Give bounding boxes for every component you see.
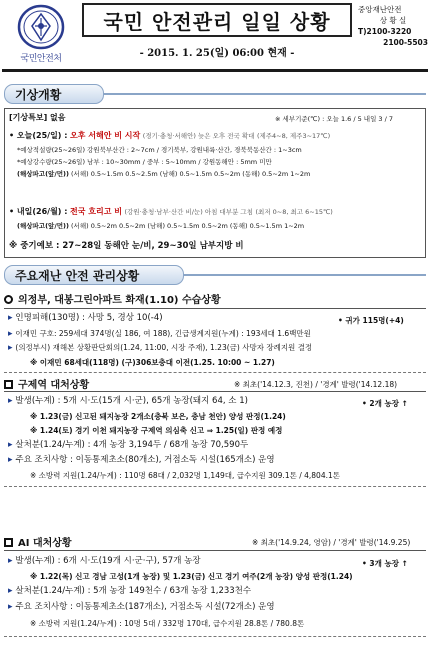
fmd-meta: ※ 최초('14.12.3, 진천) / '경계' 발령('14.12.18) [234, 380, 398, 389]
fire-casualties [8, 313, 163, 324]
midterm-forecast: ※ 중기예보 : 27~28일 동해안 눈/비, 29~30일 남부지방 비 [9, 241, 244, 251]
fmd-divider [4, 391, 426, 392]
weather-section-header [4, 84, 104, 104]
today-detail: (경기·충청·서해안) 늦은 오후 전국 확대 [142, 132, 255, 140]
today-wave-values: (서해) 0.5~1.5m 0.5~2.5m (남해) 0.5~1.5m 0.5~2m (동해) 0.5~2m 1~2m [71, 170, 311, 178]
fmd-title-text: 구제역 대처상황 [18, 380, 90, 391]
logo-text: 국민안전처 [20, 54, 62, 64]
tomorrow-forecast [9, 207, 333, 217]
fmd-outbreak [8, 396, 248, 407]
dept-phone-1: T)2100-3220 [358, 27, 412, 36]
ai-fire-support: ※ 소방력 지원(1.24/누계) : 10명 5대 / 332명 170대, 급수지원 28.8톤 / 780.8톤 [30, 619, 305, 628]
header-divider [2, 69, 428, 72]
ai-note: ※ 1.22(목) 신고 경남 고성(1개 농장) 및 1.23(금) 신고 경기 여주(2개 농장) 양성 판정(1.24) [30, 572, 353, 581]
ai-increase: • 3개 농장 ↑ [362, 559, 408, 568]
ai-outbreak [8, 556, 201, 567]
today-forecast [9, 131, 330, 141]
fire-relief-text: 이재민 구호: 259세대 374명(실 186, 여 188), 긴급생계지원(누계) : 193세대 1.6백만원 [15, 329, 311, 338]
weather-header-line [104, 93, 426, 95]
today-rain: *예상강수량(25~26일) 남부 : 10~30mm / 중부 : 5~10mm / 강원동해안 : 5mm 미만 [17, 158, 272, 166]
ai-meta: ※ 최초('14.9.24, 영암) / '경계' 발령('14.9.25) [252, 538, 411, 547]
tomorrow-wave [17, 221, 304, 231]
ai-measures-text: 주요 조치사항 : 이동통제초소(187개소), 거점소독 시설(72개소) 운영 [15, 602, 275, 612]
disaster-header-line [184, 274, 426, 276]
triangle-bullet-icon: ▸ [8, 313, 16, 323]
fire-end-divider [4, 372, 426, 373]
fmd-note-1: ※ 1.23(금) 신고된 돼지농장 2개소(충북 보은, 충남 천안) 양성 판정(1.24) [30, 412, 286, 421]
fmd-note-2: ※ 1.24(토) 경기 이천 돼지농장 구제역 의심축 신고 ⇒ 1.25(일) 판정 예정 [30, 426, 283, 435]
square-bullet-icon [4, 380, 13, 389]
fmd-outbreak-text: 발생(누계) : 5개 시·도(15개 시·군), 65개 농장(돼지 64, 소 1) [15, 396, 248, 406]
ai-culling [8, 586, 251, 597]
ai-title-text: AI 대처상황 [18, 538, 72, 549]
fmd-fire-support: ※ 소방력 지원(1.24/누계) : 110명 68대 / 2,032명 1,149대, 급수지원 309.1톤 / 4,804.1톤 [30, 471, 340, 480]
tomorrow-detail-2: (최저 0~8, 최고 6~15℃) [255, 208, 333, 216]
emblem-icon [16, 4, 66, 50]
fire-title-text: 의정부, 대봉그린아파트 화재(1.10) 수습상황 [18, 295, 221, 306]
ai-end-divider [4, 636, 426, 637]
tomorrow-bullet: • [9, 207, 17, 216]
fire-relocation: ※ 이재민 68세대(118명) (구)306보충대 이전(1.25. 10:00 ~ 1.27) [30, 358, 275, 367]
dept-name: 중앙재난안전 [358, 5, 402, 14]
triangle-bullet-icon: ▸ [8, 343, 16, 353]
triangle-bullet-icon: ▸ [8, 440, 16, 450]
dept-phone-2: 2100-5503 [383, 38, 428, 47]
today-detail-2: (제주4~8, 제주3~17℃) [256, 132, 331, 140]
disaster-section-header [4, 265, 184, 285]
tomorrow-wave-values: (서해) 0.5~2m 0.5~2m (남해) 0.5~1.5m 0.5~2m (동해) 0.5~1.5m 1~2m [71, 222, 305, 230]
fmd-title [4, 376, 89, 391]
ai-measures [8, 602, 275, 613]
triangle-bullet-icon: ▸ [8, 602, 16, 612]
fire-city-action [8, 342, 312, 354]
square-bullet-icon [4, 538, 13, 547]
today-wave-label: (해상파고(앞/먼)) [17, 170, 69, 178]
fire-relief [8, 328, 311, 340]
report-title-box [82, 3, 352, 37]
ai-culling-text: 살처분(1.24/누계) : 5개 농장 149천수 / 63개 농장 1,233천수 [15, 586, 252, 596]
weather-section-title: 기상개황 [15, 87, 62, 102]
fmd-end-divider [4, 486, 426, 487]
tomorrow-main: 전국 흐리고 비 [70, 207, 122, 216]
today-main: 오후 서해안 비 시작 [70, 131, 141, 140]
circle-bullet-icon [4, 295, 13, 304]
triangle-bullet-icon: ▸ [8, 455, 16, 465]
weather-legend: ※ 세부기준(℃) : 오늘 1.6 / 5 내일 3 / 7 [275, 115, 394, 123]
department-info [358, 4, 428, 48]
report-header [0, 0, 430, 70]
dept-office: 상 황 실 [379, 16, 407, 25]
triangle-bullet-icon: ▸ [8, 396, 16, 406]
fmd-culling [8, 440, 248, 451]
today-label: 오늘(25/일) : [16, 131, 68, 140]
tomorrow-label: 내일(26/월) : [16, 207, 68, 216]
disaster-section-title: 주요재난 안전 관리상황 [15, 268, 140, 283]
report-title: 국민 안전관리 일일 상황 [103, 9, 331, 34]
weather-special: [기상특보] 없음 [9, 113, 66, 122]
fmd-measures-text: 주요 조치사항 : 이동통제초소(80개소), 거점소독 시설(165개소) 운영 [15, 455, 275, 465]
fire-city-action-text: (의정부시) 재해본 상황판단회의(1.24, 11:00, 시장 주재), 1.23(금) 사망자 장례지원 결정 [15, 343, 313, 352]
ai-title [4, 534, 72, 549]
triangle-bullet-icon: ▸ [8, 329, 16, 339]
tomorrow-detail: (강원·충청·남부·산간 비/눈) 아침 대부분 그침 [124, 208, 253, 216]
weather-box [4, 108, 426, 258]
report-date: - 2015. 1. 25(일) 06:00 현재 - [139, 48, 295, 59]
today-wave [17, 169, 310, 179]
today-snow: *예상적설량(25~26일) 강원북부산간 : 2~7cm / 경기북부, 강원내륙·산간, 경북북동산간 : 1~3cm [17, 146, 302, 154]
ai-divider [4, 550, 426, 551]
fmd-measures [8, 455, 275, 466]
today-bullet: • [9, 131, 17, 140]
tomorrow-wave-label: (해상파고(앞/먼)) [17, 222, 69, 230]
triangle-bullet-icon: ▸ [8, 556, 16, 566]
ai-outbreak-text: 발생(누계) : 6개 시·도(19개 시·군·구), 57개 농장 [15, 556, 201, 566]
ministry-logo [8, 4, 74, 66]
fmd-culling-text: 살처분(1.24/누계) : 4개 농장 3,194두 / 68개 농장 70,590두 [15, 440, 249, 450]
fmd-increase: • 2개 농장 ↑ [362, 399, 408, 408]
fire-divider [4, 308, 426, 309]
triangle-bullet-icon: ▸ [8, 586, 16, 596]
fire-casualties-text: 인명피해(130명) : 사망 5, 경상 10(-4) [15, 313, 163, 323]
fire-returned: • 귀가 115명(+4) [338, 316, 404, 325]
fire-title [4, 291, 221, 306]
